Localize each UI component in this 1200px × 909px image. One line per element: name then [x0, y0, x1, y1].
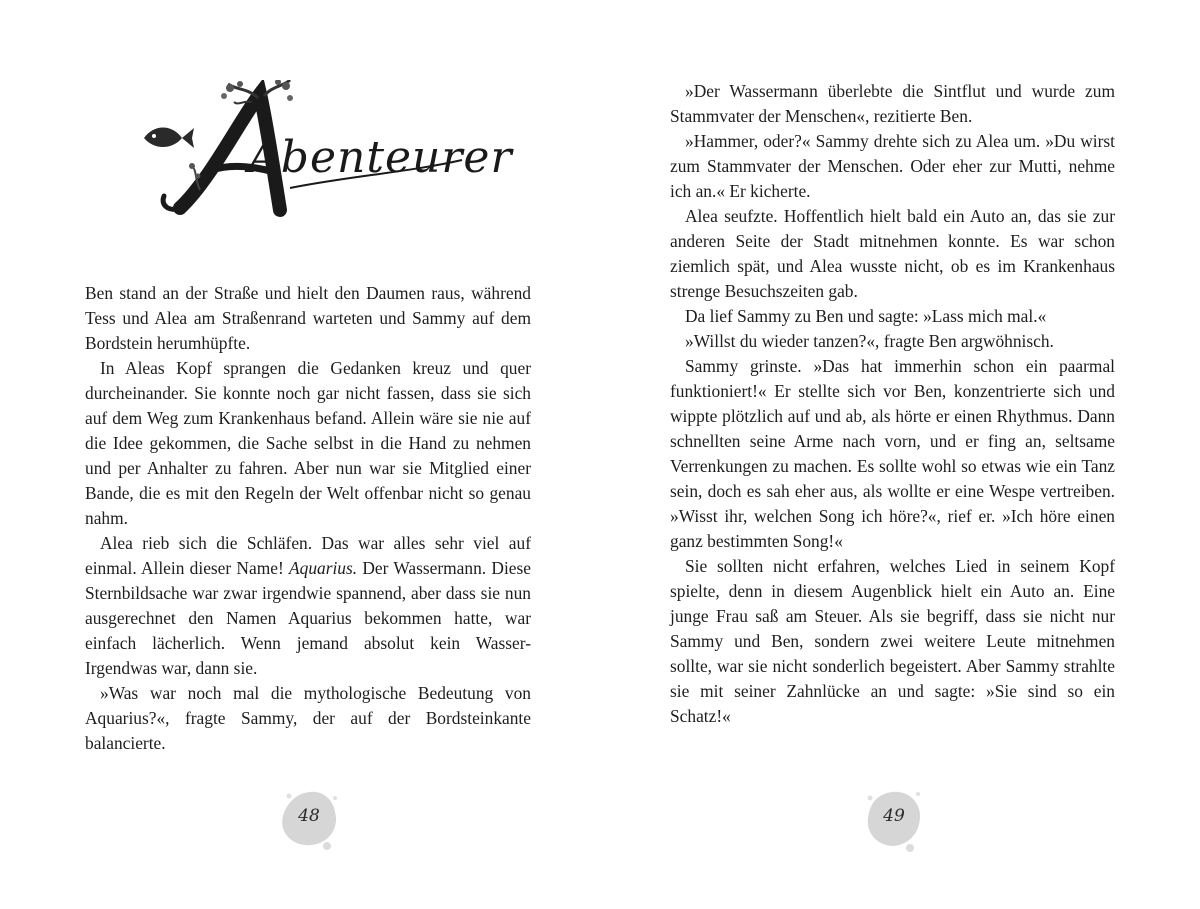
- chapter-title-text: Abenteurer: [248, 132, 513, 183]
- paragraph: »Der Wassermann überlebte die Sintflut und wurde zum Stammvater der Menschen«, rezitierte Ben.: [670, 81, 1115, 126]
- paragraph-italic-text: Aquarius.: [289, 558, 358, 578]
- paragraph: »Hammer, oder?« Sammy drehte sich zu Alea um. »Du wirst zum Stammvater der Menschen. Oder eher zur Mutti, nehme ich an.« Er kicherte.: [670, 131, 1115, 201]
- paragraph: Ben stand an der Straße und hielt den Daumen raus, während Tess und Alea am Straßenrand warteten und Sammy auf dem Bordstein herumhüpfte.: [85, 283, 531, 353]
- chapter-title: [140, 80, 513, 220]
- paragraph-text: Alea rieb sich die Schläfen. Das war alles sehr viel auf einmal. Allein dieser Name!: [85, 533, 531, 578]
- page-number-badge: [862, 786, 926, 854]
- paragraph: Alea seufzte. Hoffentlich hielt bald ein Auto an, das sie zur anderen Seite der Stadt mitnehmen konnte. Es war schon ziemlich spät, und Alea wusste nicht, ob es im Krankenhaus strenge Besuchszeiten gab.: [670, 206, 1115, 301]
- page-number: 49: [883, 806, 905, 826]
- page-number: 48: [298, 806, 320, 826]
- paragraph: [85, 531, 531, 681]
- left-page-text: [85, 281, 531, 756]
- right-page: [600, 0, 1200, 909]
- page-number-badge: [277, 786, 341, 854]
- paragraph: Da lief Sammy zu Ben und sagte: »Lass mich mal.«: [685, 306, 1047, 326]
- paragraph-text: Der Wassermann. Diese Sternbildsache war zwar irgendwie spannend, aber dass sie nun ausgerechnet den Namen Aquarius bekommen hatte, war einfach lächerlich. Wenn jemand absolut kein Wasser-Irgendwas war, dann sie.: [85, 558, 531, 678]
- right-page-text: [670, 79, 1115, 729]
- paragraph: Sammy grinste. »Das hat immerhin schon ein paarmal funktioniert!« Er stellte sich vor Ben, konzentrierte sich und wippte plötzlich auf und ab, als hörte er einen Rhythmus. Dann schnellten seine Arme nach vorn, und er fing an, seltsame Verrenkungen zu machen. Es sollte wohl so etwas wie ein Tanz sein, doch es sah eher aus, als wollte er eine Wespe vertreiben. »Wisst ihr, welchen Song ich höre?«, rief er. »Ich höre einen ganz bestimmten Song!«: [670, 356, 1115, 551]
- paragraph: In Aleas Kopf sprangen die Gedanken kreuz und quer durcheinander. Sie konnte noch gar nicht fassen, dass sie sich auf dem Weg zum Krankenhaus befand. Allein wäre sie nie auf die Idee gekommen, die Sache selbst in die Hand zu nehmen und per Anhalter zu fahren. Aber nun war sie Mitglied einer Bande, die es mit den Regeln der Welt offenbar nicht so genau nahm.: [85, 358, 531, 528]
- paragraph: »Willst du wieder tanzen?«, fragte Ben argwöhnisch.: [685, 331, 1054, 351]
- paragraph: »Was war noch mal die mythologische Bedeutung von Aquarius?«, fragte Sammy, der auf der Bordsteinkante balancierte.: [85, 683, 531, 753]
- paragraph: Sie sollten nicht erfahren, welches Lied in seinem Kopf spielte, denn in diesem Augenblick hielt ein Auto an. Eine junge Frau saß am Steuer. Als sie begriff, dass sie nicht nur Sammy und Ben, sondern zwei weitere Leute mitnehmen sollte, war sie nicht sonderlich begeistert. Aber Sammy strahlte sie mit seiner Zahnlücke an und sagte: »Sie sind so ein Schatz!«: [670, 556, 1115, 726]
